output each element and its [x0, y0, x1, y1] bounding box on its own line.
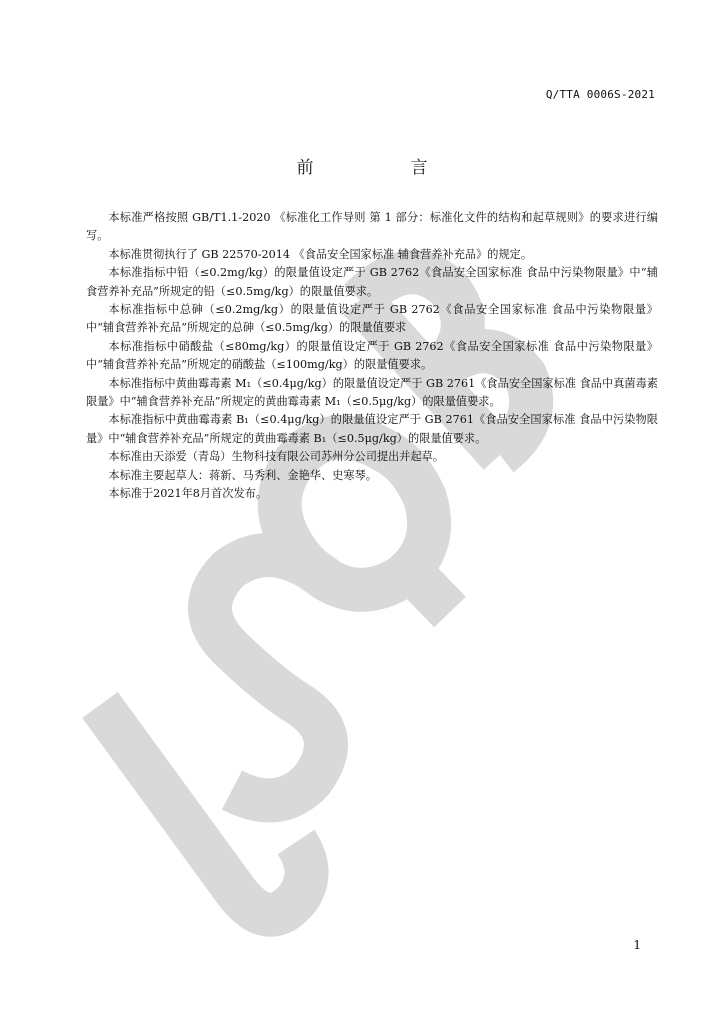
- paragraph-aflatoxin-m1-limit: 本标准指标中黄曲霉毒素 M₁（≤0.4μg/kg）的限量值设定严于 GB 2761《食品安全国家标准 食品中真菌毒素限量》中“辅食营养补充品”所规定的黄曲霉毒素 M₁（≤0.5μg/kg）的限量值要求。: [86, 376, 658, 409]
- document-code: Q/TTA 0006S-2021: [545, 88, 655, 101]
- paragraph-standard-implemented: 本标准贯彻执行了 GB 22570-2014 《食品安全国家标准 辅食营养补充品》的规定。: [108, 247, 533, 261]
- watermark-letter-q-tail: [395, 555, 450, 612]
- paragraph-drafters: 本标准主要起草人：蒋新、马秀利、金艳华、史寒琴。: [108, 468, 377, 482]
- page-number: 1: [633, 938, 641, 952]
- paragraph-writing-basis: 本标准严格按照 GB/T1.1-2020 《标准化工作导则 第 1 部分：标准化文件的结构和起草规则》的要求进行编写。: [86, 211, 658, 243]
- foreword-body: [86, 209, 658, 504]
- paragraph-nitrate-limit: 本标准指标中硝酸盐（≤80mg/kg）的限量值设定严于 GB 2762《食品安全国家标准 食品中污染物限量》中“辅食营养补充品”所规定的硝酸盐（≤100mg/kg）的限量值要求。: [86, 339, 658, 372]
- paragraph-release-date: 本标准于2021年8月首次发布。: [108, 487, 268, 501]
- paragraph-aflatoxin-b1-limit: 本标准指标中黄曲霉毒素 B₁（≤0.4μg/kg）的限量值设定严于 GB 2761《食品安全国家标准 食品中污染物限量》中“辅食营养补充品”所规定的黄曲霉毒素 B₁（≤0.5μg/kg）的限量值要求。: [86, 413, 658, 445]
- watermark-letter-j: [100, 705, 307, 915]
- paragraph-lead-limit: 本标准指标中铅（≤0.2mg/kg）的限量值设定严于 GB 2762《食品安全国家标准 食品中污染物限量》中“辅食营养补充品”所规定的铅（≤0.5mg/kg）的限量值要求。: [86, 266, 658, 298]
- watermark-letter-s: [210, 555, 330, 800]
- paragraph-arsenic-limit: 本标准指标中总砷（≤0.2mg/kg）的限量值设定严于 GB 2762《食品安全国家标准 食品中污染物限量》中“辅食营养补充品”所规定的总砷（≤0.5mg/kg）的限量值要求: [86, 303, 658, 335]
- paragraph-proposer: 本标准由天添爱（青岛）生物科技有限公司苏州分公司提出并起草。: [108, 450, 445, 464]
- page-title: 前 言: [296, 158, 468, 178]
